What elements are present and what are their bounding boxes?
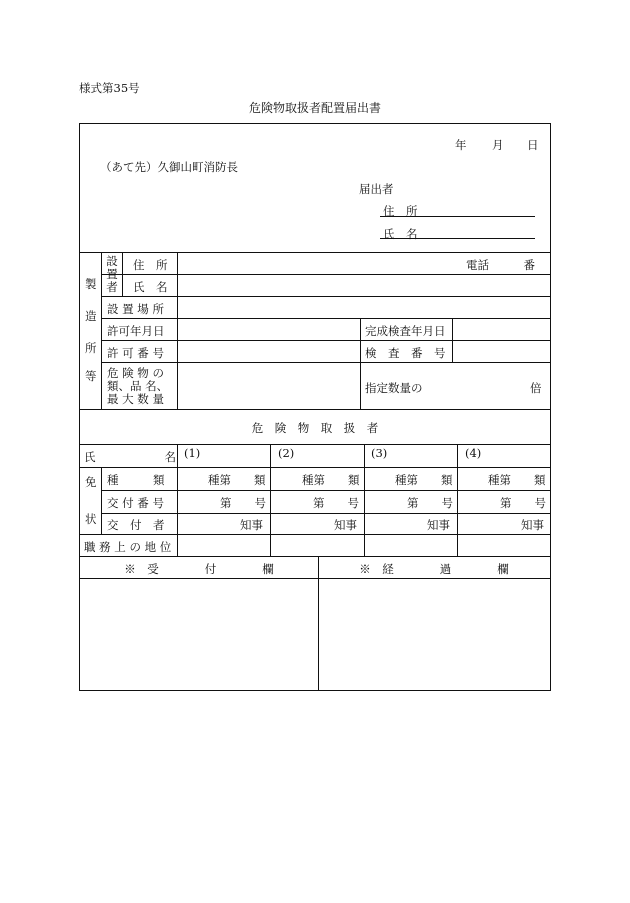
- handler-col-4: (4): [465, 446, 482, 460]
- reception-header: ※ 受 付 欄: [124, 562, 274, 576]
- rule: [80, 467, 550, 468]
- rule: [101, 490, 550, 491]
- document-title: 危険物取扱者配置届出書: [248, 101, 381, 115]
- issuer-label: 交 付 者: [107, 518, 165, 532]
- reception-area[interactable]: [81, 579, 317, 689]
- issue-number-value-2: 第 号: [313, 496, 359, 510]
- hazmat-line-2: 類、品 名、: [107, 379, 169, 393]
- handler-col-3: (3): [371, 446, 388, 460]
- type-label: 種 類: [107, 473, 165, 487]
- installer-char-1: 設: [106, 254, 118, 268]
- facility-char-3: 所: [85, 341, 97, 355]
- handlers-title: 危 険 物 取 扱 者: [251, 421, 379, 435]
- rule: [364, 444, 365, 556]
- license-char-2: 状: [85, 512, 97, 526]
- notifier-label: 届出者: [359, 182, 394, 196]
- form-number: 様式第35号: [79, 81, 140, 95]
- rule: [80, 409, 550, 410]
- type-value-1: 種第 類: [208, 473, 266, 487]
- handler-col-1: (1): [184, 446, 201, 460]
- form-frame: [79, 123, 551, 691]
- issuer-value-3: 知事: [427, 518, 450, 532]
- installer-name-label: 氏 名: [133, 280, 168, 294]
- rule: [360, 318, 361, 409]
- inspection-date-label: 完成検査年月日: [365, 324, 446, 338]
- progress-header: ※ 経 過 欄: [359, 562, 509, 576]
- phone-label: 電話 番: [466, 258, 535, 272]
- facility-char-2: 造: [85, 309, 97, 323]
- permit-number-label: 許 可 番 号: [107, 346, 164, 360]
- rule: [270, 444, 271, 556]
- rule: [101, 467, 102, 534]
- facility-char-1: 製: [85, 277, 97, 291]
- date-month: 月: [492, 138, 504, 152]
- notifier-name-line[interactable]: [380, 238, 535, 239]
- notifier-address-line[interactable]: [380, 216, 535, 217]
- facility-char-4: 等: [85, 369, 97, 383]
- issue-number-label: 交 付 番 号: [107, 496, 164, 510]
- rule: [80, 534, 550, 535]
- inspection-number-label: 検 査 番 号: [365, 346, 446, 360]
- handler-name-label: 氏 名: [84, 450, 176, 464]
- date-day: 日: [527, 138, 539, 152]
- installer-char-2: 置: [106, 267, 118, 281]
- handler-col-2: (2): [278, 446, 295, 460]
- rule: [80, 444, 550, 445]
- rule: [122, 252, 123, 296]
- rule: [177, 252, 178, 409]
- hazmat-line-1: 危 険 物 の: [107, 366, 164, 380]
- rule: [101, 296, 550, 297]
- type-value-3: 種第 類: [395, 473, 453, 487]
- type-value-4: 種第 類: [488, 473, 546, 487]
- location-label: 設 置 場 所: [107, 302, 164, 316]
- rule: [80, 252, 550, 253]
- progress-area[interactable]: [319, 579, 549, 689]
- rule: [101, 318, 550, 319]
- rule: [101, 362, 550, 363]
- rule: [101, 274, 550, 275]
- notifier-address-label: 住 所: [383, 204, 418, 218]
- addressee: （あて先）久御山町消防長: [100, 160, 238, 174]
- issuer-value-4: 知事: [521, 518, 544, 532]
- issue-number-value-4: 第 号: [500, 496, 546, 510]
- installer-address-label: 住 所: [133, 258, 168, 272]
- permit-date-label: 許可年月日: [107, 324, 165, 338]
- designated-qty-label: 指定数量の: [365, 381, 423, 395]
- issuer-value-1: 知事: [240, 518, 263, 532]
- issue-number-value-1: 第 号: [220, 496, 266, 510]
- issue-number-value-3: 第 号: [407, 496, 453, 510]
- rule: [80, 556, 550, 557]
- installer-char-3: 者: [106, 280, 118, 294]
- position-label: 職 務 上 の 地 位: [84, 540, 172, 554]
- date-year: 年: [455, 138, 467, 152]
- rule: [177, 444, 178, 556]
- notifier-name-label: 氏 名: [383, 227, 418, 241]
- rule: [101, 340, 550, 341]
- rule: [457, 444, 458, 556]
- hazmat-line-3: 最 大 数 量: [107, 392, 164, 406]
- license-char-1: 免: [85, 475, 97, 489]
- rule: [101, 513, 550, 514]
- rule: [452, 318, 453, 362]
- type-value-2: 種第 類: [302, 473, 360, 487]
- times-label: 倍: [530, 381, 542, 395]
- issuer-value-2: 知事: [334, 518, 357, 532]
